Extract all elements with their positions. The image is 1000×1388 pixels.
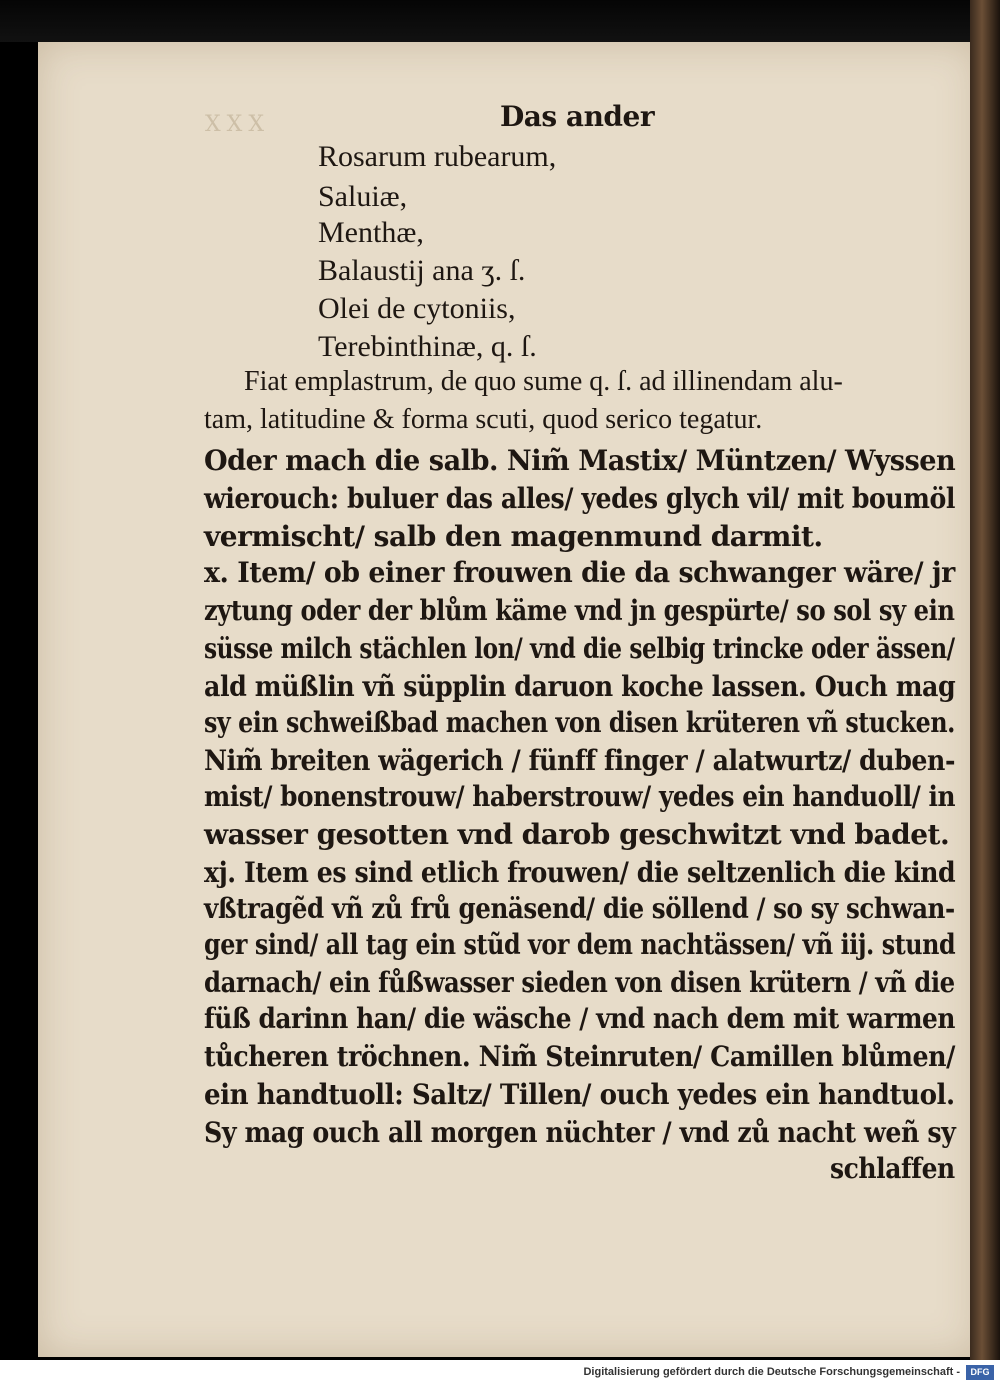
text-line: süsse milch stächlen lon/ vnd die selbig trincke oder ässen/: [204, 632, 955, 665]
text-line: wierouch: buluer das alles/ yedes glych vil/ mit boumöl: [204, 482, 955, 515]
text-line: Balaustij ana ʒ. ſ.: [318, 254, 526, 287]
text-line: zytung oder der blům käme vnd jn gespürte/ so sol sy ein: [204, 594, 955, 627]
text-line: ein handtuoll: Saltz/ Tillen/ ouch yedes ein handtuol.: [204, 1078, 955, 1111]
catchword: schlaffen: [830, 1152, 955, 1185]
text-line: sy ein schweißbad machen von disen krüteren vñ stucken.: [204, 706, 955, 739]
text-line: xj. Item es sind etlich frouwen/ die seltzenlich die kind: [204, 856, 956, 889]
text-line: Terebinthinæ, q. ſ.: [318, 330, 537, 363]
text-line: Menthæ,: [318, 216, 424, 249]
bleed-through-text: XXX: [205, 112, 270, 137]
text-line: wasser gesotten vnd darob geschwitzt vnd badet.: [204, 818, 950, 851]
scan-top-edge: [0, 0, 1000, 42]
text-line: darnach/ ein fůßwasser sieden von disen krütern / vñ die: [204, 966, 955, 999]
text-line: mist/ bonenstrouw/ haberstrouw/ yedes ein handuoll/ in: [204, 780, 956, 813]
text-line: Rosarum rubearum,: [318, 140, 557, 173]
text-line: tam, latitudine & forma scuti, quod serico tegatur.: [204, 404, 763, 435]
digitization-footer: [0, 1360, 1000, 1388]
text-line: x. Item/ ob einer frouwen die da schwanger wäre/ jr: [204, 556, 955, 589]
dfg-logo: DFG: [966, 1365, 994, 1380]
text-line: Oder mach die salb. Nim̃ Mastix/ Müntzen/ Wyssen: [204, 444, 956, 477]
text-line: vermischt/ salb den magenmund darmit.: [204, 520, 823, 553]
text-line: Fiat emplastrum, de quo sume q. ſ. ad illinendam alu-: [244, 366, 843, 397]
text-line: füß darinn han/ die wäsche / vnd nach dem mit warmen: [204, 1002, 956, 1035]
book-fore-edge: [970, 0, 1000, 1360]
running-header: Das ander: [500, 100, 655, 133]
text-line: Olei de cytoniis,: [318, 292, 516, 325]
footer-credit: Digitalisierung gefördert durch die Deutsche Forschungsgemeinschaft -: [583, 1366, 960, 1378]
text-line: tůcheren tröchnen. Nim̃ Steinruten/ Camillen blůmen/: [204, 1040, 955, 1073]
text-line: Saluiæ,: [318, 180, 408, 213]
text-line: Nim̃ breiten wägerich / fünff finger / alatwurtz/ duben-: [204, 744, 955, 777]
text-line: Sy mag ouch all morgen nüchter / vnd zů nacht weñ sy: [204, 1116, 956, 1149]
text-line: vßtragẽd vñ zů frů genäsend/ die söllend / so sy schwan-: [204, 892, 955, 925]
text-line: ald müßlin vñ süpplin daruon koche lassen. Ouch mag: [204, 670, 956, 703]
text-line: ger sind/ all tag ein stũd vor dem nachtässen/ vñ iij. stund: [204, 928, 956, 961]
